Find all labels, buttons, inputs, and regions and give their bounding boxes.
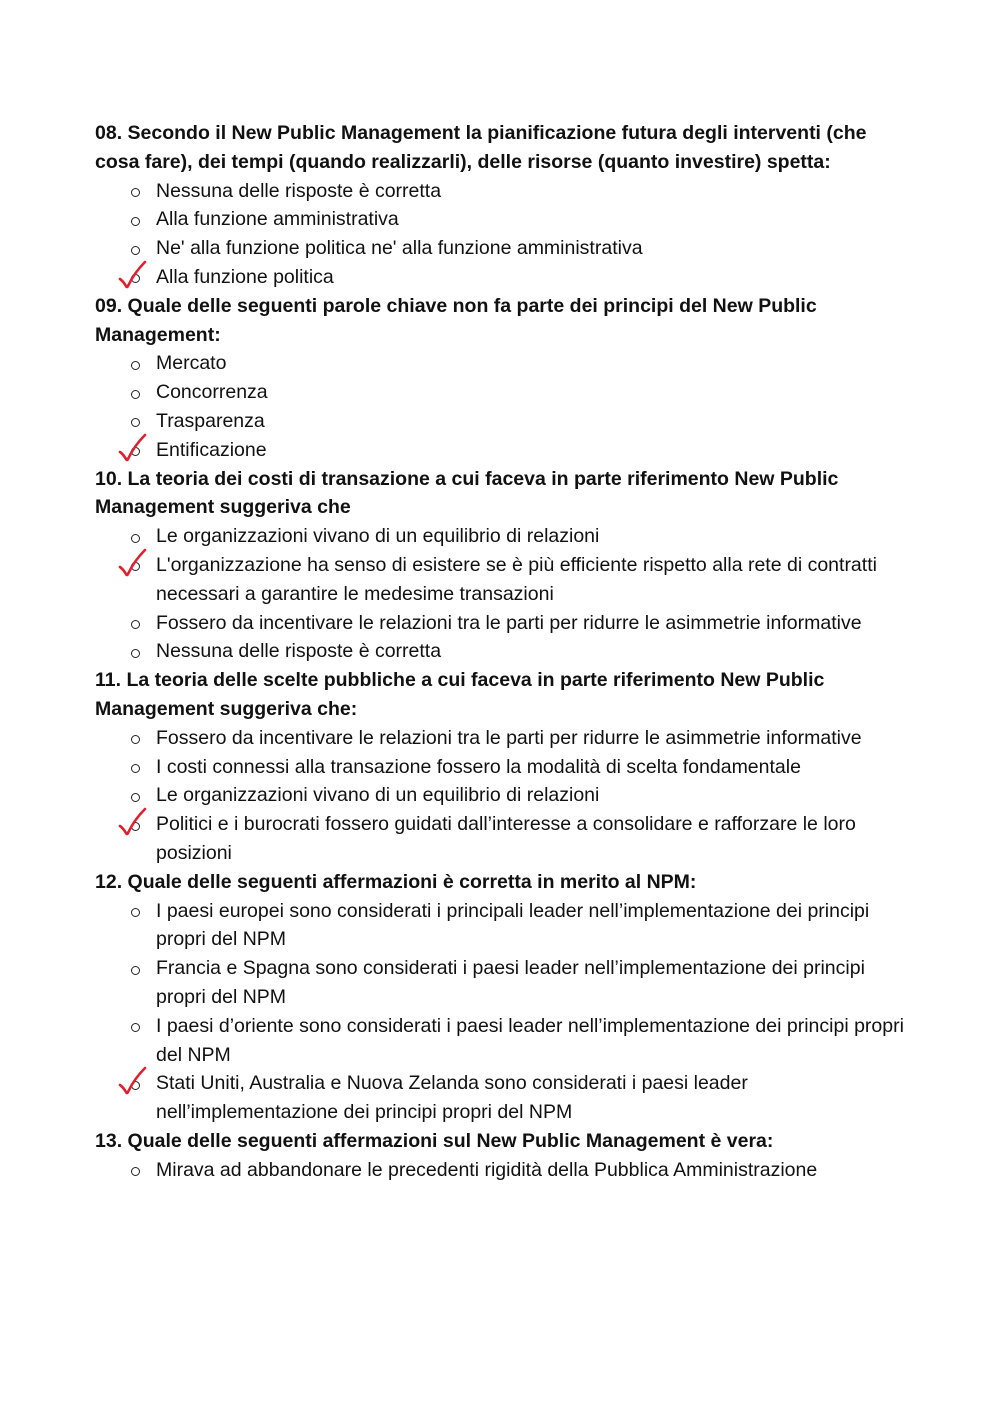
question-block [95, 666, 905, 868]
answer-options [95, 724, 905, 868]
circle-bullet-ring [131, 649, 140, 658]
answer-option-label: Fossero da incentivare le relazioni tra le parti per ridurre le asimmetrie informative [156, 611, 862, 634]
circle-bullet-icon [127, 1012, 143, 1041]
circle-bullet-ring [131, 735, 140, 744]
red-checkmark-icon [117, 547, 151, 581]
circle-bullet-ring [131, 908, 140, 917]
answer-option [95, 954, 905, 1012]
question-block [95, 868, 905, 1127]
checkmark-stroke [120, 1068, 145, 1093]
answer-option [95, 609, 905, 638]
answer-option-label: Nessuna delle risposte è corretta [156, 640, 442, 663]
circle-bullet-icon [127, 177, 143, 206]
answer-option [95, 234, 905, 263]
answer-option [95, 637, 905, 666]
answer-option [95, 724, 905, 753]
red-checkmark-icon [117, 432, 151, 466]
answer-option-label: Francia e Spagna sono considerati i paesi leader nell’implementazione dei principi propri del NPM [156, 957, 865, 1008]
answer-option-label: Trasparenza [156, 409, 265, 432]
checkmark-stroke [120, 262, 145, 287]
question-text: 11. La teoria delle scelte pubbliche a cui faceva in parte riferimento New Public Management suggeriva che: [95, 669, 825, 720]
circle-bullet-icon [127, 378, 143, 407]
answer-option-label: Le organizzazioni vivano di un equilibrio di relazioni [156, 525, 600, 548]
answer-option-label: L'organizzazione ha senso di esistere se è più efficiente rispetto alla rete di contratti necessari a garantire le medesime transazioni [156, 553, 877, 605]
answer-options [95, 897, 905, 1127]
answer-option [95, 205, 905, 234]
answer-option-label: Fossero da incentivare le relazioni tra le parti per ridurre le asimmetrie informative [156, 726, 862, 749]
red-checkmark-icon [117, 1065, 151, 1099]
circle-bullet-ring [131, 246, 140, 255]
question-text: 12. Quale delle seguenti affermazioni è corretta in merito al NPM: [95, 870, 697, 893]
answer-option [95, 897, 905, 955]
circle-bullet-ring [131, 793, 140, 802]
question-block [95, 465, 905, 667]
answer-option-label: Mirava ad abbandonare le precedenti rigidità della Pubblica Amministrazione [156, 1158, 818, 1181]
red-checkmark-icon [117, 259, 151, 293]
answer-option-label: I costi connessi alla transazione fossero la modalità di scelta fondamentale [156, 755, 801, 778]
circle-bullet-ring [131, 217, 140, 226]
checkmark-stroke [120, 550, 145, 575]
answer-option [95, 378, 905, 407]
question-text: 13. Quale delle seguenti affermazioni sul New Public Management è vera: [95, 1129, 774, 1152]
answer-option [95, 1012, 905, 1070]
answer-option-label: Politici e i burocrati fossero guidati dall’interesse a consolidare e rafforzare le loro posizioni [156, 813, 856, 864]
circle-bullet-ring [131, 188, 140, 197]
answer-option [95, 177, 905, 206]
answer-option-selected [95, 436, 905, 465]
question-block [95, 119, 905, 292]
circle-bullet-icon [127, 349, 143, 378]
answer-option-label: I paesi d’oriente sono considerati i paesi leader nell’implementazione dei principi propri del NPM [156, 1014, 904, 1066]
circle-bullet-ring [131, 620, 140, 629]
answer-options [95, 1156, 905, 1185]
red-checkmark-icon [117, 806, 151, 840]
answer-option-selected [95, 551, 905, 609]
answer-option-label: I paesi europei sono considerati i principali leader nell’implementazione dei principi propri del NPM [156, 899, 870, 951]
answer-option-selected [95, 263, 905, 292]
answer-option-label: Alla funzione amministrativa [156, 208, 399, 231]
answer-option-selected [95, 1069, 905, 1127]
circle-bullet-ring [131, 1167, 140, 1176]
answer-option-label: Le organizzazioni vivano di un equilibrio di relazioni [156, 784, 600, 807]
circle-bullet-icon [127, 637, 143, 666]
answer-option [95, 1156, 905, 1185]
question-block [95, 1127, 905, 1185]
circle-bullet-ring [131, 1023, 140, 1032]
answer-option-label: Stati Uniti, Australia e Nuova Zelanda sono considerati i paesi leader nell’implementazione dei principi propri del NPM [156, 1072, 748, 1124]
answer-option-label: Ne' alla funzione politica ne' alla funzione amministrativa [156, 237, 643, 260]
circle-bullet-ring [131, 534, 140, 543]
answer-option-label: Entificazione [156, 438, 267, 461]
question-text: 10. La teoria dei costi di transazione a cui faceva in parte riferimento New Public Management suggeriva che [95, 467, 839, 519]
circle-bullet-icon [127, 753, 143, 782]
checkmark-stroke [120, 435, 145, 460]
answer-option-label: Alla funzione politica [156, 265, 334, 288]
circle-bullet-icon [127, 724, 143, 753]
answer-option-label: Mercato [156, 352, 227, 375]
circle-bullet-icon [127, 1156, 143, 1185]
circle-bullet-ring [131, 390, 140, 399]
question-text: 09. Quale delle seguenti parole chiave non fa parte dei principi del New Public Management: [95, 294, 817, 346]
circle-bullet-icon [127, 897, 143, 926]
circle-bullet-ring [131, 764, 140, 773]
question-block [95, 292, 905, 465]
answer-options [95, 522, 905, 666]
circle-bullet-ring [131, 418, 140, 427]
answer-option-label: Concorrenza [156, 381, 268, 404]
answer-options [95, 177, 905, 292]
answer-option [95, 781, 905, 810]
answer-option [95, 753, 905, 782]
answer-option-label: Nessuna delle risposte è corretta [156, 179, 442, 202]
answer-option-selected [95, 810, 905, 868]
checkmark-stroke [120, 809, 145, 834]
answer-option [95, 407, 905, 436]
answer-options [95, 349, 905, 464]
answer-option [95, 349, 905, 378]
circle-bullet-ring [131, 966, 140, 975]
circle-bullet-icon [127, 205, 143, 234]
circle-bullet-icon [127, 954, 143, 983]
circle-bullet-icon [127, 609, 143, 638]
question-text: 08. Secondo il New Public Management la pianificazione futura degli interventi (che cosa fare), dei tempi (quando realizzarli), delle risorse (quanto investire) spetta: [95, 122, 867, 173]
quiz-page [95, 119, 905, 1184]
circle-bullet-ring [131, 361, 140, 370]
answer-option [95, 522, 905, 551]
